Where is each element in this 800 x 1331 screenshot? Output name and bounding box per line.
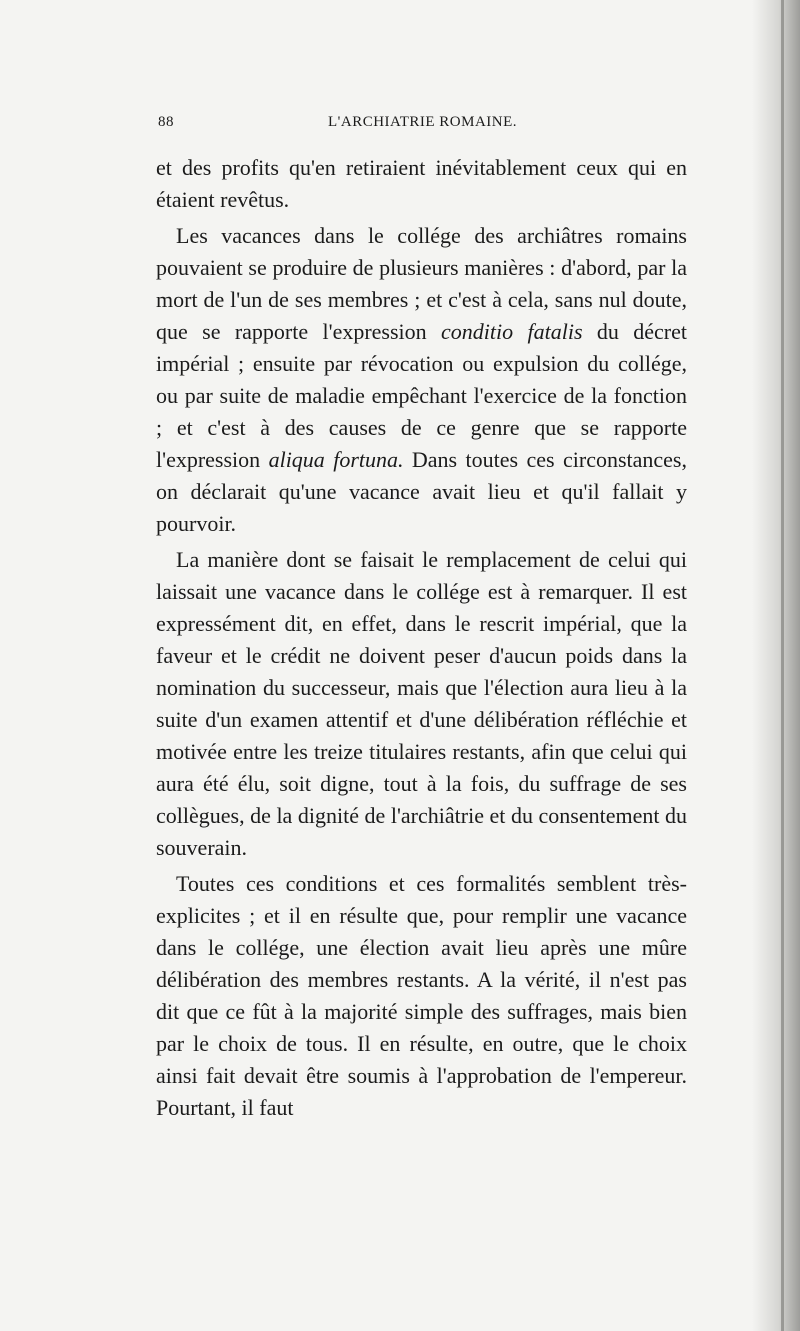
- italic-term: conditio fatalis: [441, 319, 583, 344]
- italic-term: aliqua fortuna.: [268, 447, 404, 472]
- text-segment: Toutes ces conditions et ces formalités semblent très-explicites ; et il en résulte que, pour remplir une vacance dans le collége, une élection avait lieu après une mûre délibération des membres restants. A la vérité, il n'est pas dit que ce fût à la majorité simple des suffrages, mais bien par le choix de tous. Il en résulte, en outre, que le choix ainsi fait devait être soumis à l'approbation de l'empereur. Pourtant, il faut: [156, 871, 687, 1120]
- text-segment: La manière dont se faisait le remplacement de celui qui laissait une vacance dans le collége est à remarquer. Il est expressément dit, en effet, dans le rescrit impérial, que la faveur et le crédit ne doivent peser d'aucun poids dans la nomination du successeur, mais que l'élection aura lieu à la suite d'un examen attentif et d'une délibération réfléchie et motivée entre les treize titulaires restants, afin que celui qui aura été élu, soit digne, tout à la fois, du suffrage de ses collègues, de la dignité de l'archiâtrie et du consentement du souverain.: [156, 547, 687, 860]
- running-head: [158, 114, 686, 138]
- page-edge-shadow: [752, 0, 800, 1331]
- paragraph: [156, 544, 687, 864]
- paragraph: [156, 152, 687, 216]
- text-segment: du décret impérial ; ensuite par révocation ou expulsion du collége, ou par suite de maladie empêchant l'exercice de la fonction ; et c'est à des causes de ce genre que se rapporte l'expression: [156, 319, 687, 472]
- page-number: 88: [158, 114, 174, 130]
- running-title: L'ARCHIATRIE ROMAINE.: [328, 114, 518, 130]
- text-segment: Les vacances dans le collége des archiâtres romains pouvaient se produire de plusieurs manières : d'abord, par la mort de l'un de ses membres ; et c'est à cela, sans nul doute, que se rapporte l'expression: [156, 223, 687, 344]
- book-spine-edge: [781, 0, 784, 1331]
- body-text: [156, 152, 687, 1128]
- text-segment: et des profits qu'en retiraient inévitablement ceux qui en étaient revêtus.: [156, 155, 687, 212]
- text-segment: Dans toutes ces circonstances, on déclarait qu'une vacance avait lieu et qu'il fallait y pourvoir.: [156, 447, 687, 536]
- paragraph: [156, 220, 687, 540]
- paragraph: [156, 868, 687, 1124]
